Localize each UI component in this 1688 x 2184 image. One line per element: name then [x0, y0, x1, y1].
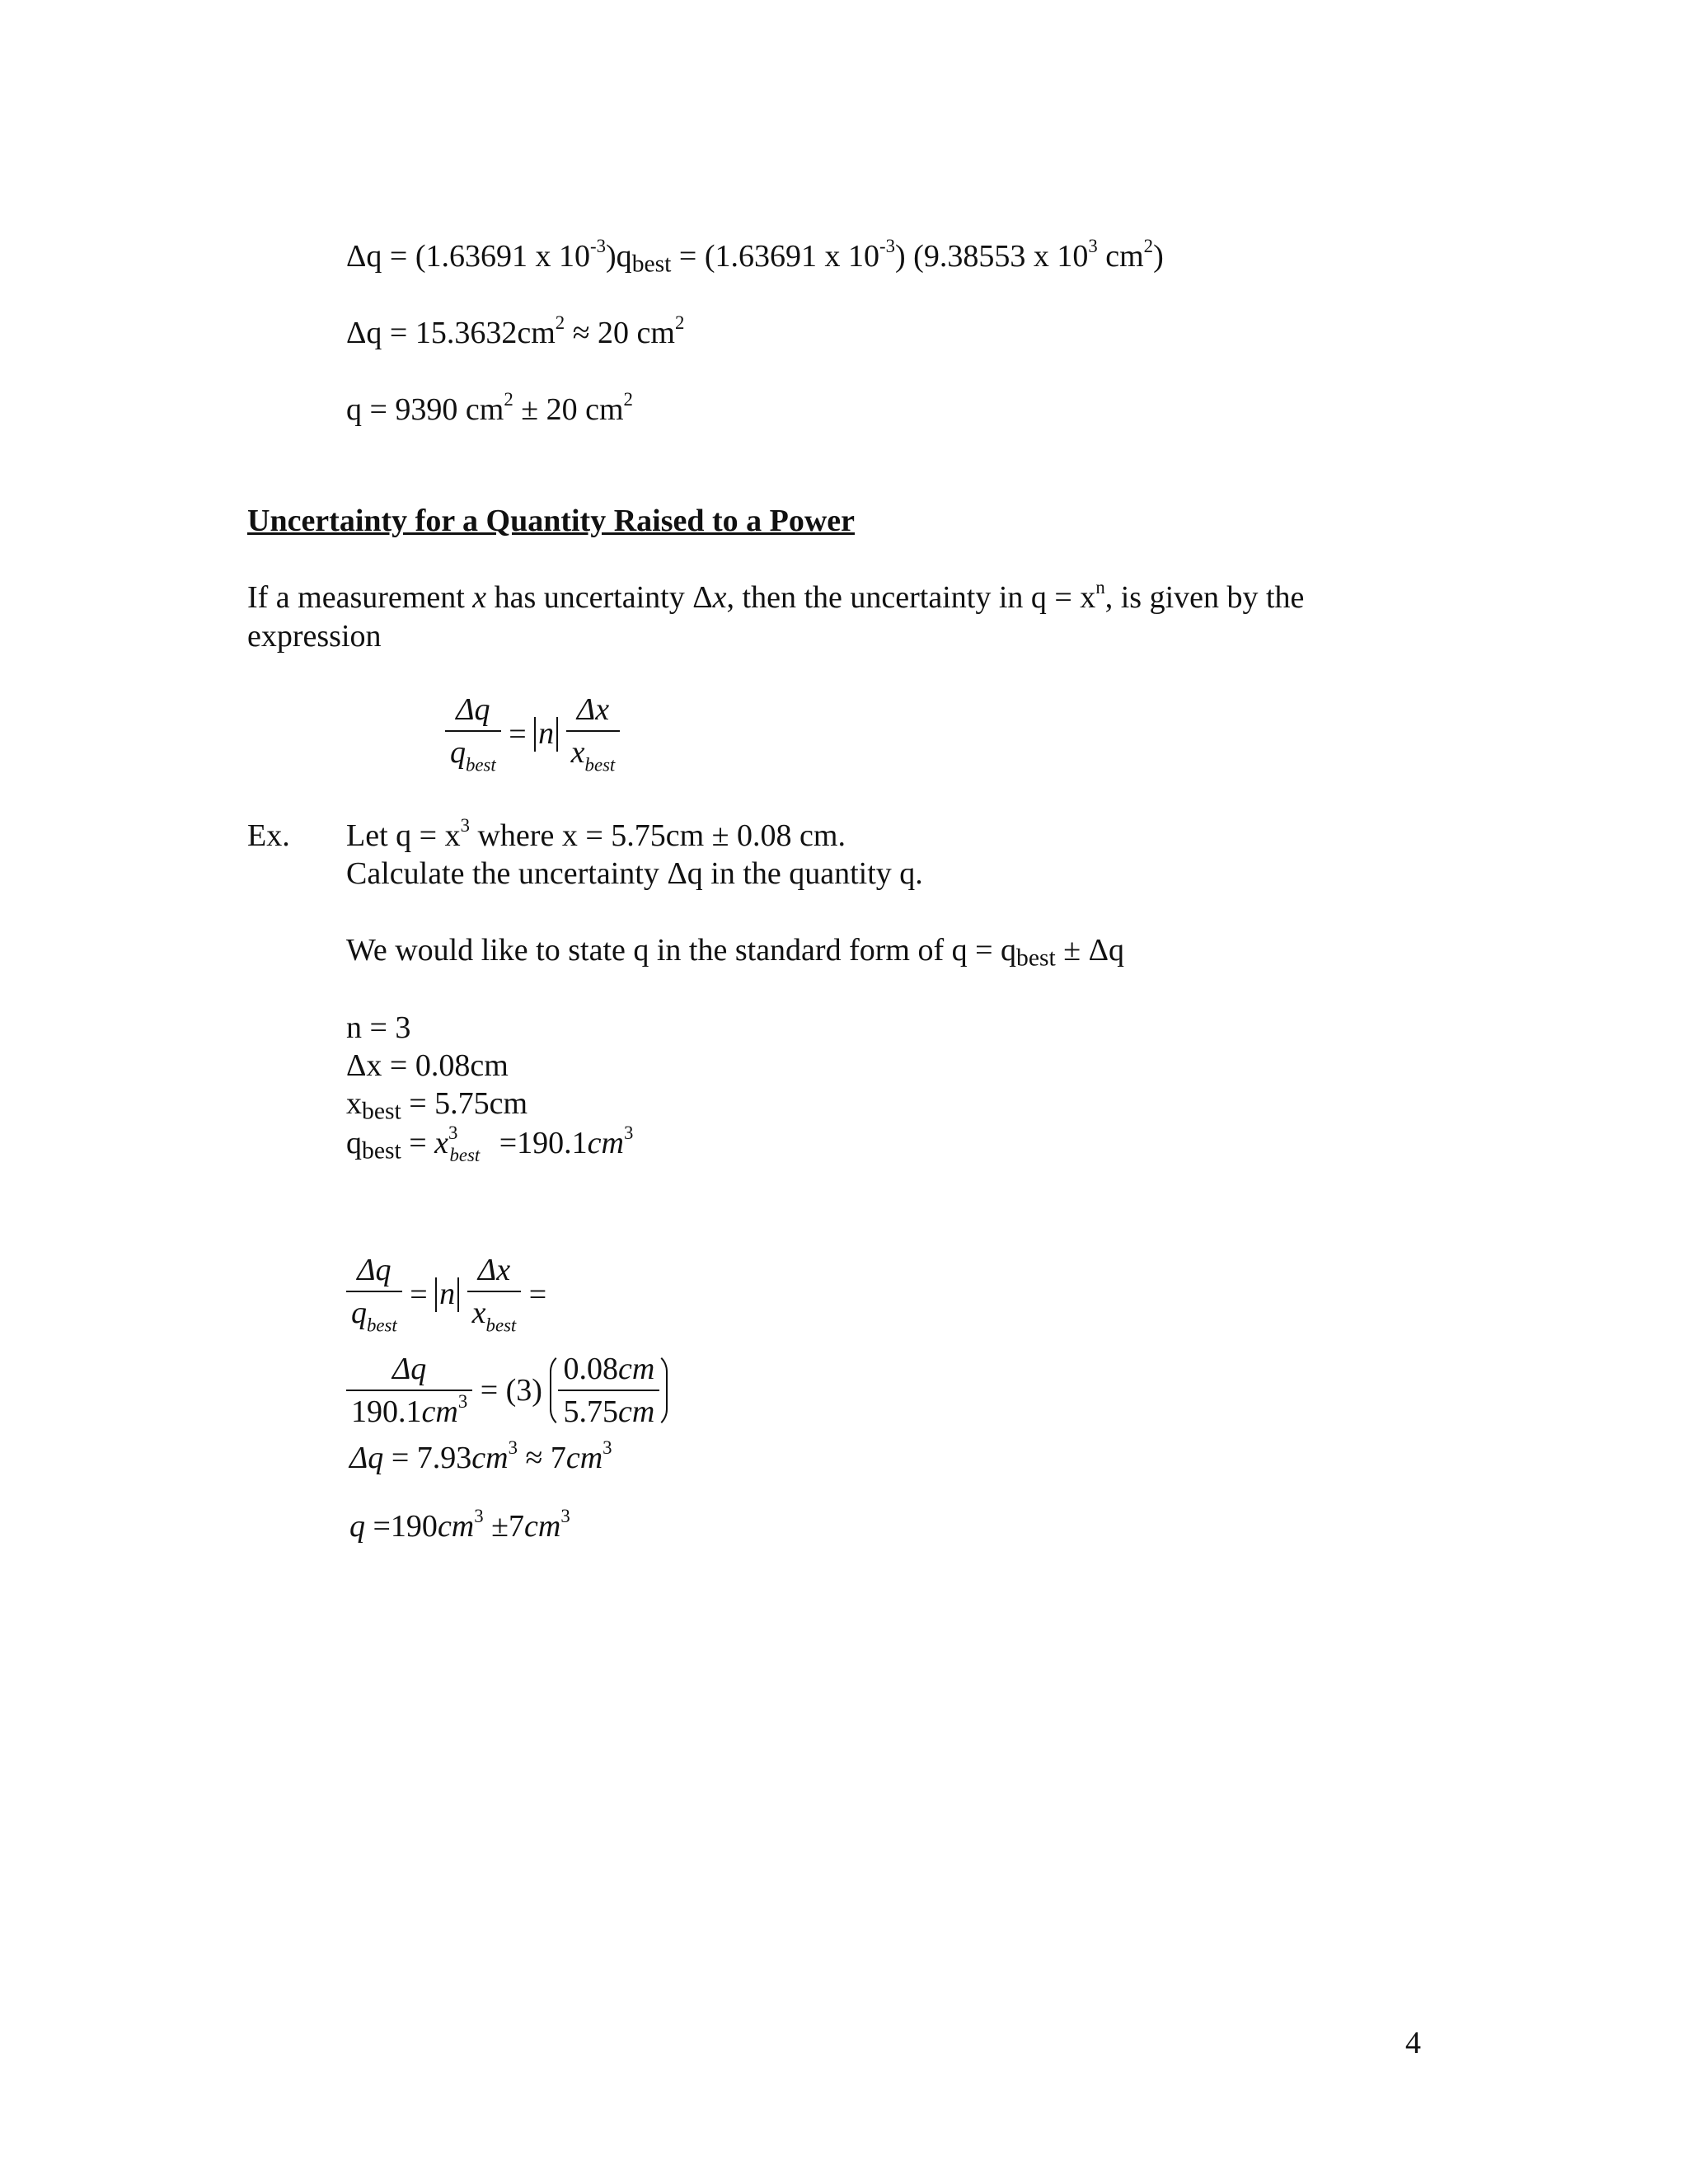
final-q-exp: 3 [474, 1505, 484, 1526]
eq3-exp-1: 2 [504, 388, 513, 410]
calc-den-right: x [471, 1296, 486, 1330]
qbest-unit-exp: 3 [623, 1122, 634, 1143]
page-number: 4 [1405, 2026, 1421, 2060]
formula-equals: = [509, 717, 527, 752]
example-line-2: Calculate the uncertainty Δq in the quantity q. [346, 856, 923, 891]
calc-sub-paren [550, 1352, 668, 1429]
eq1-exp-4: 2 [1143, 235, 1154, 256]
eq1-part-b: )q [606, 239, 632, 274]
eq1-exp-3: 3 [1088, 235, 1098, 256]
calc-equals: = [410, 1277, 428, 1313]
xbest-sub: best [362, 1098, 401, 1125]
eq1-exp-1: -3 [590, 235, 607, 256]
final-q-unit: cm [437, 1509, 475, 1544]
calc-sub-equals-3: = (3) [480, 1373, 542, 1408]
eq2-part-a: Δq = 15.3632cm [346, 316, 556, 350]
xbest-x: x [346, 1086, 362, 1121]
calc-sub-den-unit: cm [421, 1394, 458, 1429]
qbest-x: x [434, 1126, 449, 1160]
eq1-part-g: ) [1153, 239, 1164, 274]
result-dq-exp: 3 [508, 1436, 518, 1458]
final-q-exp-2: 3 [560, 1505, 570, 1526]
ex-l3-b: ± Δq [1055, 933, 1125, 968]
ex-l1-a: Let q = x [346, 818, 461, 853]
result-dq-value: = 7.93 [383, 1441, 472, 1475]
example-line-1 [346, 814, 846, 853]
paragraph-line-1 [247, 576, 1305, 615]
formula-num-right: Δx [566, 694, 621, 732]
calc-abs-n: n [435, 1277, 459, 1312]
calc-den-left-sub: best [367, 1315, 397, 1336]
result-dq-unit: cm [471, 1441, 509, 1475]
final-q-unit-2: cm [524, 1509, 561, 1544]
qbest-x-exp: 3 [448, 1122, 458, 1143]
eq2-exp-2: 2 [674, 312, 685, 333]
final-q-value: =190 [365, 1509, 438, 1544]
example-line-3 [346, 935, 1124, 971]
formula-den-left-sub: best [466, 754, 496, 776]
given-n: n = 3 [346, 1010, 411, 1045]
qbest-eq: = [401, 1126, 435, 1160]
qbest-unit: cm [587, 1126, 624, 1160]
ex-l1-b: where x = 5.75cm ± 0.08 cm. [469, 818, 846, 853]
equation-line-2 [346, 312, 685, 350]
eq3-part-b: ± 20 cm [513, 392, 624, 427]
formula-fraction-left [445, 694, 501, 775]
qbest-value: =190.1 [491, 1126, 588, 1160]
result-dq-exp-2: 3 [603, 1436, 612, 1458]
ex-l3-a: We would like to state q in the standard form of q = q [346, 933, 1017, 968]
calc-final-q [349, 1505, 570, 1544]
para-text-b: has uncertainty Δ [486, 580, 713, 615]
formula-abs-n: n [534, 717, 558, 752]
calc-substitution [346, 1352, 668, 1429]
formula-den-right: x [570, 735, 585, 770]
calc-den-right-sub: best [485, 1315, 517, 1336]
calc-formula [346, 1254, 546, 1335]
eq3-exp-2: 2 [623, 388, 633, 410]
given-xbest [346, 1088, 528, 1124]
calc-inner-den: 5.75 [563, 1394, 618, 1429]
example-label: Ex. [247, 818, 290, 853]
given-dx: Δx = 0.08cm [346, 1048, 509, 1083]
calc-inner-den-unit: cm [617, 1394, 655, 1429]
calc-num-right: Δx [467, 1254, 522, 1292]
para-text-d: , is given by the [1104, 580, 1305, 615]
equation-line-3 [346, 388, 633, 427]
formula-den-left: q [450, 735, 466, 770]
power-rule-formula [445, 694, 620, 775]
eq1-part-f: cm [1097, 239, 1144, 274]
qbest-q: q [346, 1126, 362, 1160]
calc-sub-den: 190.1 [351, 1394, 422, 1429]
para-var-x: x [472, 580, 487, 615]
paragraph-line-2: expression [247, 619, 382, 654]
calc-sub-den-exp: 3 [457, 1390, 468, 1412]
calc-den-left: q [351, 1296, 367, 1330]
final-q-uncertainty: ±7 [483, 1509, 525, 1544]
formula-fraction-right [566, 694, 621, 775]
calc-result-dq [349, 1436, 612, 1475]
eq1-exp-2: -3 [879, 235, 896, 256]
calc-equals-2: = [528, 1277, 547, 1313]
eq2-part-b: ≈ 20 cm [565, 316, 675, 350]
eq1-part-a: Δq = (1.63691 x 10 [346, 239, 591, 274]
result-dq-unit-2: cm [565, 1441, 603, 1475]
qbest-x-sub: best [449, 1145, 481, 1166]
final-q: q [349, 1509, 365, 1544]
para-var-dx: x [712, 580, 727, 615]
ex-l1-exp: 3 [460, 814, 470, 836]
given-qbest [346, 1122, 634, 1166]
calc-sub-fraction [346, 1353, 472, 1427]
para-text-c: , then the uncertainty in q = x [726, 580, 1096, 615]
calc-sub-inner-fraction [558, 1353, 659, 1427]
para-text-a: If a measurement [247, 580, 473, 615]
formula-num-left: Δq [445, 694, 501, 732]
formula-den-right-sub: best [584, 754, 616, 776]
eq1-sub-best: best [631, 251, 672, 278]
calc-sub-num: Δq [346, 1353, 472, 1391]
qbest-sub: best [362, 1137, 401, 1165]
equation-line-1 [346, 235, 1164, 278]
eq3-part-a: q = 9390 cm [346, 392, 504, 427]
ex-l3-sub: best [1016, 944, 1056, 972]
result-dq: Δq [349, 1441, 384, 1475]
calc-fraction-right [467, 1254, 522, 1335]
xbest-value: = 5.75cm [401, 1086, 528, 1121]
calc-inner-num-unit: cm [617, 1352, 655, 1386]
para-exp-n: n [1095, 576, 1105, 598]
eq1-part-d: ) (9.38553 x 10 [895, 239, 1089, 274]
result-dq-approx: ≈ 7 [517, 1441, 566, 1475]
calc-inner-num: 0.08 [563, 1352, 618, 1386]
eq2-exp-1: 2 [555, 312, 565, 333]
calc-num-left: Δq [346, 1254, 402, 1292]
section-heading: Uncertainty for a Quantity Raised to a Power [247, 504, 856, 538]
calc-fraction-left [346, 1254, 402, 1335]
eq1-part-c: = (1.63691 x 10 [671, 239, 880, 274]
